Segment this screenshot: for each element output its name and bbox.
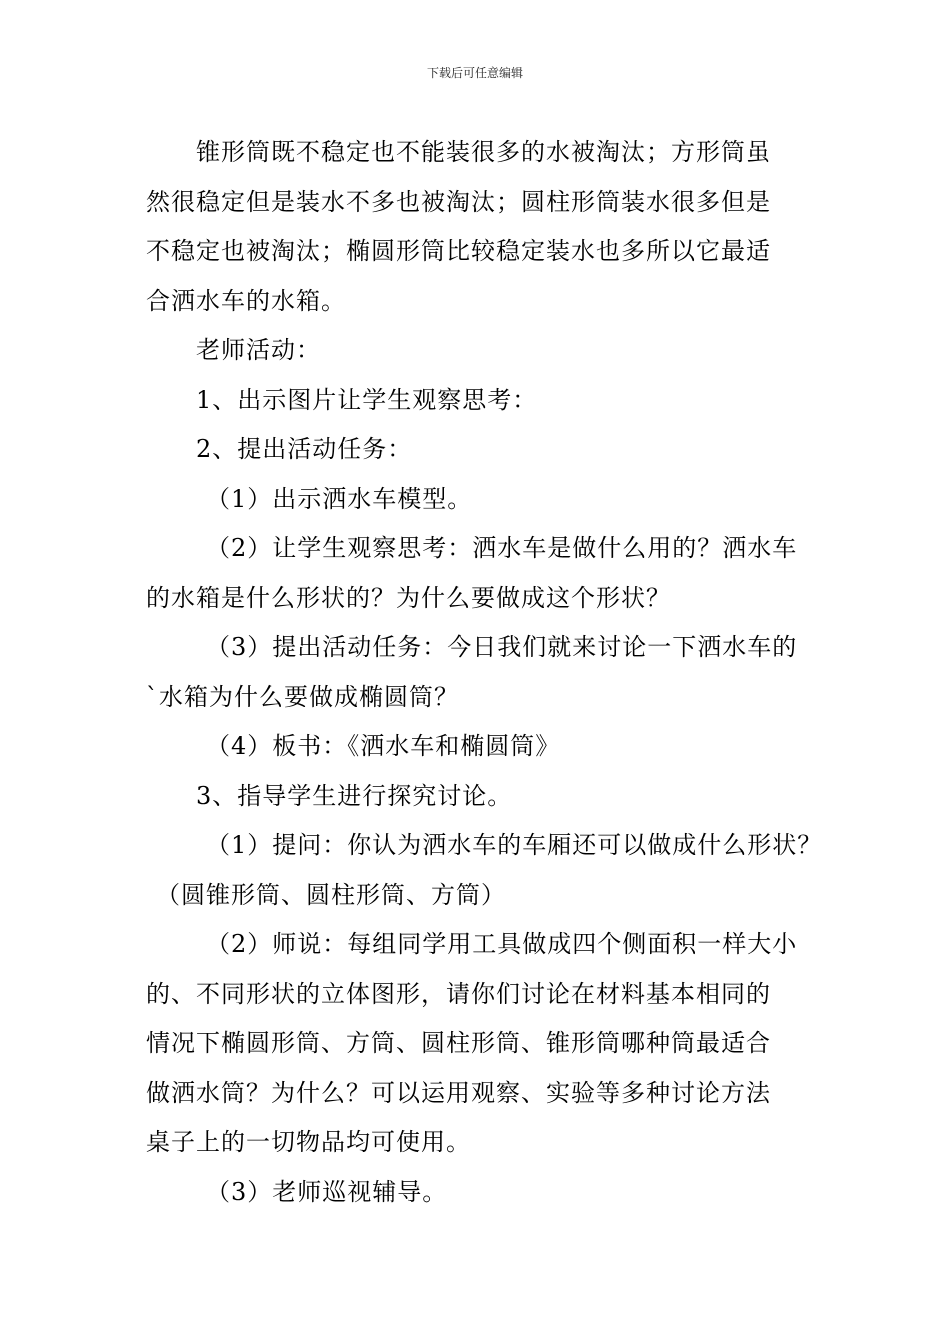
sub-item-2-3: （3）提出活动任务：今日我们就来讨论一下洒水车的 bbox=[206, 633, 798, 661]
list-item-1: 1、出示图片让学生观察思考： bbox=[196, 385, 538, 414]
sub-item-3-2-cont-2: 情况下椭圆形筒、方筒、圆柱形筒、锥形筒哪种筒最适合 bbox=[146, 1029, 771, 1057]
list-item-3: 3、指导学生进行探究讨论。 bbox=[196, 781, 513, 810]
sub-item-3-1: （1）提问：你认为洒水车的车厢还可以做成什么形状？ bbox=[206, 831, 823, 859]
sub-item-2-3-cont: `水箱为什么要做成椭圆筒？ bbox=[146, 682, 459, 711]
sub-item-2-2-cont: 的水箱是什么形状的？为什么要做成这个形状？ bbox=[146, 583, 671, 612]
list-item-2: 2、提出活动任务： bbox=[196, 435, 413, 463]
sub-item-3-3: （3）老师巡视辅导。 bbox=[206, 1177, 448, 1206]
sub-item-3-2-cont-4: 桌子上的一切物品均可使用。 bbox=[146, 1128, 471, 1156]
section-heading-teacher-activity: 老师活动： bbox=[196, 336, 321, 364]
text-line-2: 然很稳定但是装水不多也被淘汰；圆柱形筒装水很多但是 bbox=[146, 187, 771, 216]
text-line-1: 锥形筒既不稳定也不能装很多的水被淘汰；方形筒虽 bbox=[196, 138, 771, 166]
document-body bbox=[146, 128, 823, 1217]
sub-item-2-1: （1）出示洒水车模型。 bbox=[206, 484, 473, 513]
text-line-4: 合洒水车的水箱。 bbox=[146, 286, 346, 315]
sub-item-2-4: （4）板书：《洒水车和椭圆筒》 bbox=[206, 732, 561, 760]
page-header: 下载后可任意编辑 bbox=[426, 66, 523, 80]
text-line-3: 不稳定也被淘汰；椭圆形筒比较稳定装水也多所以它最适 bbox=[146, 237, 771, 265]
sub-item-3-2-cont-3: 做洒水筒？为什么？可以运用观察、实验等多种讨论方法 bbox=[146, 1078, 771, 1107]
sub-item-3-2: （2）师说：每组同学用工具做成四个侧面积一样大小 bbox=[206, 930, 798, 958]
sub-item-3-2-cont-1: 的、不同形状的立体图形，请你们讨论在材料基本相同的 bbox=[146, 979, 771, 1008]
sub-item-3-1-cont: （圆锥形筒、圆柱形筒、方筒） bbox=[156, 880, 506, 909]
sub-item-2-2: （2）让学生观察思考：洒水车是做什么用的？洒水车 bbox=[206, 534, 798, 562]
